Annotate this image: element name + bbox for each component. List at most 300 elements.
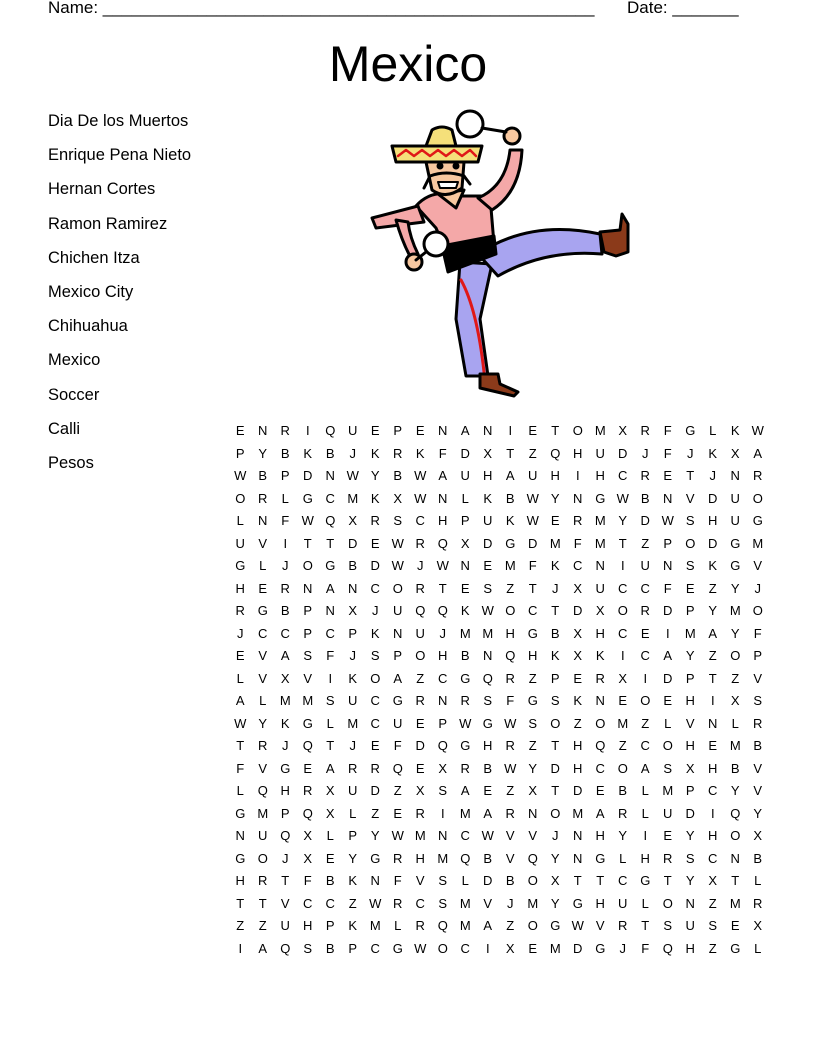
grid-letter[interactable]: X xyxy=(730,693,740,708)
grid-letter[interactable]: N xyxy=(708,715,718,731)
grid-letter[interactable]: V xyxy=(595,918,605,933)
grid-letter[interactable]: X xyxy=(573,625,583,641)
grid-letter[interactable]: P xyxy=(235,445,245,461)
grid-letter[interactable]: O xyxy=(302,558,313,573)
grid-letter[interactable]: J xyxy=(619,940,626,956)
grid-letter[interactable]: H xyxy=(595,468,605,483)
grid-letter[interactable]: F xyxy=(506,693,515,708)
grid-letter[interactable]: P xyxy=(280,468,290,483)
grid-letter[interactable]: J xyxy=(417,558,424,573)
grid-letter[interactable]: K xyxy=(370,490,380,506)
grid-letter[interactable]: D xyxy=(573,940,583,956)
grid-letter[interactable]: G xyxy=(595,490,606,506)
grid-letter[interactable]: S xyxy=(438,895,448,911)
grid-letter[interactable]: Y xyxy=(370,828,380,843)
grid-letter[interactable]: R xyxy=(303,783,313,798)
grid-letter[interactable]: H xyxy=(595,828,605,843)
grid-letter[interactable]: M xyxy=(527,895,539,911)
grid-letter[interactable]: T xyxy=(258,895,267,911)
grid-letter[interactable]: S xyxy=(550,693,560,708)
grid-letter[interactable]: O xyxy=(257,850,268,866)
grid-letter[interactable]: T xyxy=(326,535,335,551)
grid-letter[interactable]: P xyxy=(663,535,673,551)
grid-letter[interactable]: E xyxy=(235,648,245,663)
grid-letter[interactable]: C xyxy=(618,580,628,596)
grid-letter[interactable]: N xyxy=(438,693,448,708)
grid-letter[interactable]: I xyxy=(305,423,310,438)
grid-letter[interactable]: J xyxy=(282,738,289,753)
grid-letter[interactable]: W xyxy=(391,558,404,573)
grid-letter[interactable]: M xyxy=(414,828,426,843)
grid-letter[interactable]: O xyxy=(505,603,516,618)
grid-letter[interactable]: A xyxy=(483,918,493,933)
grid-letter[interactable]: L xyxy=(236,783,244,798)
grid-letter[interactable]: W xyxy=(459,715,472,731)
grid-letter[interactable]: K xyxy=(708,445,718,461)
grid-letter[interactable]: G xyxy=(235,850,246,866)
grid-letter[interactable]: Z xyxy=(528,738,537,753)
grid-letter[interactable]: R xyxy=(640,468,650,483)
grid-letter[interactable]: W xyxy=(751,423,764,438)
grid-letter[interactable]: H xyxy=(438,648,448,663)
grid-letter[interactable]: A xyxy=(325,760,335,776)
grid-letter[interactable]: X xyxy=(618,670,628,686)
grid-letter[interactable]: D xyxy=(573,783,583,798)
grid-letter[interactable]: N xyxy=(438,828,448,843)
grid-letter[interactable]: C xyxy=(708,783,718,798)
grid-letter[interactable]: X xyxy=(550,873,560,888)
grid-letter[interactable]: X xyxy=(348,603,358,618)
grid-letter[interactable]: N xyxy=(573,850,583,866)
grid-letter[interactable]: L xyxy=(259,558,267,573)
grid-letter[interactable]: L xyxy=(236,670,244,686)
grid-letter[interactable]: T xyxy=(281,873,290,888)
grid-letter[interactable]: E xyxy=(663,693,673,708)
grid-letter[interactable]: E xyxy=(685,580,695,596)
grid-letter[interactable]: V xyxy=(280,895,290,911)
grid-letter[interactable]: T xyxy=(708,670,717,686)
grid-letter[interactable]: R xyxy=(393,850,403,866)
grid-letter[interactable]: D xyxy=(708,490,718,506)
grid-letter[interactable]: H xyxy=(505,625,515,641)
grid-letter[interactable]: E xyxy=(393,805,403,821)
grid-letter[interactable]: C xyxy=(618,873,628,888)
grid-letter[interactable]: Z xyxy=(708,648,717,663)
grid-letter[interactable]: T xyxy=(573,873,582,888)
grid-letter[interactable]: S xyxy=(528,715,538,731)
grid-letter[interactable]: R xyxy=(415,693,425,708)
grid-letter[interactable]: B xyxy=(325,445,335,461)
grid-letter[interactable]: P xyxy=(348,625,358,641)
grid-letter[interactable]: T xyxy=(551,423,560,438)
grid-letter[interactable]: Y xyxy=(730,580,740,596)
grid-letter[interactable]: B xyxy=(280,445,290,461)
grid-letter[interactable]: N xyxy=(438,490,448,506)
grid-letter[interactable]: K xyxy=(550,648,560,663)
grid-letter[interactable]: Q xyxy=(460,850,471,866)
grid-letter[interactable]: P xyxy=(280,805,290,821)
grid-letter[interactable]: J xyxy=(237,625,244,641)
grid-letter[interactable]: J xyxy=(372,603,379,618)
grid-letter[interactable]: L xyxy=(754,940,762,956)
grid-letter[interactable]: B xyxy=(325,940,335,956)
grid-letter[interactable]: G xyxy=(640,873,651,888)
grid-letter[interactable]: U xyxy=(415,625,425,641)
grid-letter[interactable]: V xyxy=(753,783,763,798)
grid-letter[interactable]: G xyxy=(370,850,381,866)
grid-letter[interactable]: L xyxy=(326,715,334,731)
grid-letter[interactable]: B xyxy=(348,558,358,573)
grid-letter[interactable]: L xyxy=(461,873,469,888)
grid-letter[interactable]: U xyxy=(640,558,650,573)
grid-letter[interactable]: A xyxy=(258,940,268,956)
grid-letter[interactable]: D xyxy=(618,445,628,461)
grid-letter[interactable]: B xyxy=(753,738,763,753)
grid-letter[interactable]: V xyxy=(528,828,538,843)
grid-letter[interactable]: I xyxy=(643,828,648,843)
grid-letter[interactable]: H xyxy=(235,873,245,888)
grid-letter[interactable]: G xyxy=(550,918,561,933)
grid-letter[interactable]: Q xyxy=(662,940,673,956)
grid-letter[interactable]: T xyxy=(551,738,560,753)
grid-letter[interactable]: I xyxy=(665,625,670,641)
grid-letter[interactable]: P xyxy=(393,423,403,438)
grid-letter[interactable]: T xyxy=(551,783,560,798)
grid-letter[interactable]: Z xyxy=(708,940,717,956)
grid-letter[interactable]: V xyxy=(258,760,268,776)
grid-letter[interactable]: L xyxy=(281,490,289,506)
grid-letter[interactable]: K xyxy=(415,445,425,461)
grid-letter[interactable]: G xyxy=(325,558,336,573)
grid-letter[interactable]: G xyxy=(505,535,516,551)
grid-letter[interactable]: W xyxy=(346,468,359,483)
grid-letter[interactable]: I xyxy=(328,670,333,686)
grid-letter[interactable]: A xyxy=(505,468,515,483)
grid-letter[interactable]: N xyxy=(438,423,448,438)
grid-letter[interactable]: B xyxy=(325,873,335,888)
grid-letter[interactable]: X xyxy=(280,670,290,686)
grid-letter[interactable]: E xyxy=(640,625,650,641)
grid-letter[interactable]: C xyxy=(573,558,583,573)
grid-letter[interactable]: N xyxy=(325,468,335,483)
grid-letter[interactable]: W xyxy=(526,490,539,506)
grid-letter[interactable]: F xyxy=(573,535,582,551)
grid-letter[interactable]: R xyxy=(415,580,425,596)
name-field[interactable] xyxy=(48,0,594,19)
grid-letter[interactable]: E xyxy=(303,760,313,776)
grid-letter[interactable]: U xyxy=(730,513,740,528)
grid-letter[interactable]: A xyxy=(460,783,470,798)
grid-letter[interactable]: B xyxy=(393,468,403,483)
grid-letter[interactable]: N xyxy=(483,648,493,663)
grid-letter[interactable]: Z xyxy=(641,535,650,551)
grid-letter[interactable]: W xyxy=(571,918,584,933)
grid-letter[interactable]: L xyxy=(641,895,649,911)
grid-letter[interactable]: S xyxy=(438,873,448,888)
grid-letter[interactable]: I xyxy=(508,423,513,438)
grid-letter[interactable]: W xyxy=(436,558,449,573)
grid-letter[interactable]: K xyxy=(303,445,313,461)
grid-letter[interactable]: N xyxy=(595,558,605,573)
grid-letter[interactable]: V xyxy=(685,490,695,506)
grid-letter[interactable]: O xyxy=(617,603,628,618)
grid-letter[interactable]: P xyxy=(753,648,763,663)
grid-letter[interactable]: C xyxy=(325,490,335,506)
grid-letter[interactable]: H xyxy=(303,918,313,933)
grid-letter[interactable]: E xyxy=(730,918,740,933)
grid-letter[interactable]: M xyxy=(369,918,381,933)
grid-letter[interactable]: A xyxy=(280,648,290,663)
grid-letter[interactable]: E xyxy=(550,513,560,528)
grid-letter[interactable]: L xyxy=(259,693,267,708)
grid-letter[interactable]: R xyxy=(460,760,470,776)
grid-letter[interactable]: S xyxy=(483,693,493,708)
grid-letter[interactable]: C xyxy=(528,603,538,618)
grid-letter[interactable]: P xyxy=(348,828,358,843)
grid-letter[interactable]: G xyxy=(730,940,741,956)
grid-letter[interactable]: O xyxy=(730,828,741,843)
grid-letter[interactable]: H xyxy=(595,625,605,641)
grid-letter[interactable]: P xyxy=(325,918,335,933)
grid-letter[interactable]: U xyxy=(663,805,673,821)
grid-letter[interactable]: Y xyxy=(618,513,628,528)
grid-letter[interactable]: S xyxy=(685,513,695,528)
grid-letter[interactable]: Q xyxy=(302,738,313,753)
grid-letter[interactable]: C xyxy=(618,468,628,483)
grid-letter[interactable]: O xyxy=(617,760,628,776)
grid-letter[interactable]: K xyxy=(348,670,358,686)
grid-letter[interactable]: K xyxy=(730,423,740,438)
grid-letter[interactable]: U xyxy=(393,715,403,731)
grid-letter[interactable]: M xyxy=(459,895,471,911)
grid-letter[interactable]: I xyxy=(575,468,580,483)
grid-letter[interactable]: Z xyxy=(506,918,515,933)
grid-letter[interactable]: H xyxy=(573,738,583,753)
grid-letter[interactable]: Q xyxy=(325,513,336,528)
grid-letter[interactable]: J xyxy=(349,648,356,663)
grid-letter[interactable]: R xyxy=(505,805,515,821)
grid-letter[interactable]: G xyxy=(527,625,538,641)
grid-letter[interactable]: X xyxy=(438,760,448,776)
grid-letter[interactable]: Z xyxy=(618,738,627,753)
grid-letter[interactable]: K xyxy=(483,490,493,506)
grid-letter[interactable]: C xyxy=(280,625,290,641)
grid-letter[interactable]: D xyxy=(708,535,718,551)
grid-letter[interactable]: V xyxy=(483,895,493,911)
grid-letter[interactable]: A xyxy=(460,423,470,438)
grid-letter[interactable]: Z xyxy=(528,445,537,461)
grid-letter[interactable]: O xyxy=(550,715,561,731)
grid-letter[interactable]: F xyxy=(528,558,537,573)
grid-letter[interactable]: I xyxy=(710,693,715,708)
grid-letter[interactable]: V xyxy=(303,670,313,686)
grid-letter[interactable]: Z xyxy=(393,783,402,798)
grid-letter[interactable]: E xyxy=(235,423,245,438)
grid-letter[interactable]: C xyxy=(415,513,425,528)
grid-letter[interactable]: K xyxy=(460,603,470,618)
grid-letter[interactable]: I xyxy=(620,558,625,573)
grid-letter[interactable]: X xyxy=(573,648,583,663)
grid-letter[interactable]: R xyxy=(595,670,605,686)
grid-letter[interactable]: R xyxy=(258,738,268,753)
grid-letter[interactable]: Z xyxy=(708,580,717,596)
grid-letter[interactable]: R xyxy=(348,760,358,776)
grid-letter[interactable]: C xyxy=(640,580,650,596)
grid-letter[interactable]: N xyxy=(685,895,695,911)
grid-letter[interactable]: Y xyxy=(348,850,358,866)
grid-letter[interactable]: H xyxy=(483,738,493,753)
grid-letter[interactable]: C xyxy=(325,625,335,641)
date-field[interactable] xyxy=(627,0,739,19)
grid-letter[interactable]: J xyxy=(754,580,761,596)
grid-letter[interactable]: O xyxy=(640,693,651,708)
grid-letter[interactable]: M xyxy=(662,783,674,798)
grid-letter[interactable]: B xyxy=(258,468,268,483)
grid-letter[interactable]: X xyxy=(708,873,718,888)
grid-letter[interactable]: M xyxy=(302,693,314,708)
grid-letter[interactable]: Y xyxy=(753,805,763,821)
grid-letter[interactable]: R xyxy=(393,895,403,911)
grid-letter[interactable]: N xyxy=(235,828,245,843)
grid-letter[interactable]: M xyxy=(347,715,359,731)
grid-letter[interactable]: V xyxy=(415,873,425,888)
grid-letter[interactable]: Z xyxy=(348,895,357,911)
grid-letter[interactable]: N xyxy=(730,468,740,483)
grid-letter[interactable]: T xyxy=(506,445,515,461)
grid-letter[interactable]: W xyxy=(391,535,404,551)
grid-letter[interactable]: F xyxy=(753,625,762,641)
grid-letter[interactable]: O xyxy=(370,670,381,686)
grid-letter[interactable]: R xyxy=(505,670,515,686)
grid-letter[interactable]: J xyxy=(687,445,694,461)
grid-letter[interactable]: C xyxy=(325,895,335,911)
grid-letter[interactable]: F xyxy=(438,445,447,461)
grid-letter[interactable]: H xyxy=(528,648,538,663)
grid-letter[interactable]: I xyxy=(283,535,288,551)
grid-letter[interactable]: C xyxy=(258,625,268,641)
grid-letter[interactable]: A xyxy=(595,805,605,821)
grid-letter[interactable]: Z xyxy=(236,918,245,933)
grid-letter[interactable]: B xyxy=(280,603,290,618)
grid-letter[interactable]: R xyxy=(618,805,628,821)
grid-letter[interactable]: A xyxy=(438,468,448,483)
grid-letter[interactable]: K xyxy=(370,625,380,641)
grid-letter[interactable]: W xyxy=(301,513,314,528)
grid-letter[interactable]: R xyxy=(370,760,380,776)
grid-letter[interactable]: K xyxy=(348,873,358,888)
grid-letter[interactable]: Z xyxy=(506,580,515,596)
grid-letter[interactable]: C xyxy=(595,760,605,776)
grid-letter[interactable]: G xyxy=(235,805,246,821)
grid-letter[interactable]: H xyxy=(573,445,583,461)
grid-letter[interactable]: H xyxy=(483,468,493,483)
grid-letter[interactable]: M xyxy=(684,625,696,641)
grid-letter[interactable]: K xyxy=(280,715,290,731)
grid-letter[interactable]: Z xyxy=(371,805,380,821)
grid-letter[interactable]: Q xyxy=(437,603,448,618)
grid-letter[interactable]: R xyxy=(258,490,268,506)
grid-letter[interactable]: C xyxy=(415,895,425,911)
grid-letter[interactable]: M xyxy=(752,535,764,551)
grid-letter[interactable]: W xyxy=(414,940,427,956)
grid-letter[interactable]: C xyxy=(370,940,380,956)
grid-letter[interactable]: T xyxy=(326,738,335,753)
grid-letter[interactable]: O xyxy=(437,940,448,956)
grid-letter[interactable]: T xyxy=(596,873,605,888)
grid-letter[interactable]: F xyxy=(236,760,245,776)
grid-letter[interactable]: Q xyxy=(437,535,448,551)
grid-letter[interactable]: J xyxy=(439,625,446,641)
grid-letter[interactable]: H xyxy=(595,895,605,911)
grid-letter[interactable]: H xyxy=(235,580,245,596)
grid-letter[interactable]: R xyxy=(618,918,628,933)
grid-letter[interactable]: T xyxy=(551,603,560,618)
grid-letter[interactable]: U xyxy=(730,490,740,506)
grid-letter[interactable]: S xyxy=(303,940,313,956)
grid-letter[interactable]: R xyxy=(640,423,650,438)
grid-letter[interactable]: M xyxy=(482,625,494,641)
grid-letter[interactable]: H xyxy=(708,513,718,528)
grid-letter[interactable]: J xyxy=(709,468,716,483)
grid-letter[interactable]: Q xyxy=(437,738,448,753)
grid-letter[interactable]: L xyxy=(326,828,334,843)
grid-letter[interactable]: A xyxy=(663,648,673,663)
grid-letter[interactable]: X xyxy=(325,783,335,798)
grid-letter[interactable]: E xyxy=(415,423,425,438)
grid-letter[interactable]: M xyxy=(572,805,584,821)
grid-letter[interactable]: M xyxy=(594,423,606,438)
grid-letter[interactable]: O xyxy=(595,715,606,731)
grid-letter[interactable]: W xyxy=(414,490,427,506)
grid-letter[interactable]: Z xyxy=(573,715,582,731)
grid-letter[interactable]: N xyxy=(595,693,605,708)
grid-letter[interactable]: X xyxy=(505,940,515,956)
grid-letter[interactable]: B xyxy=(550,625,560,641)
grid-letter[interactable]: N xyxy=(483,423,493,438)
grid-letter[interactable]: X xyxy=(595,603,605,618)
grid-letter[interactable]: W xyxy=(504,760,517,776)
grid-letter[interactable]: Q xyxy=(550,445,561,461)
grid-letter[interactable]: B xyxy=(505,490,515,506)
grid-letter[interactable]: R xyxy=(663,850,673,866)
grid-letter[interactable]: O xyxy=(235,490,246,506)
grid-letter[interactable]: G xyxy=(595,850,606,866)
grid-letter[interactable]: R xyxy=(415,918,425,933)
grid-letter[interactable]: R xyxy=(753,468,763,483)
grid-letter[interactable]: W xyxy=(391,828,404,843)
grid-letter[interactable]: U xyxy=(393,603,403,618)
grid-letter[interactable]: B xyxy=(730,760,740,776)
grid-letter[interactable]: R xyxy=(415,805,425,821)
grid-letter[interactable]: D xyxy=(528,535,538,551)
grid-letter[interactable]: O xyxy=(730,648,741,663)
grid-letter[interactable]: R xyxy=(753,715,763,731)
grid-letter[interactable]: S xyxy=(753,693,763,708)
grid-letter[interactable]: K xyxy=(505,513,515,528)
grid-letter[interactable]: Q xyxy=(527,850,538,866)
grid-letter[interactable]: M xyxy=(437,850,449,866)
grid-letter[interactable]: D xyxy=(685,805,695,821)
grid-letter[interactable]: Y xyxy=(685,648,695,663)
grid-letter[interactable]: P xyxy=(303,603,313,618)
grid-letter[interactable]: N xyxy=(303,580,313,596)
grid-letter[interactable]: R xyxy=(280,580,290,596)
grid-letter[interactable]: I xyxy=(238,940,243,956)
grid-letter[interactable]: E xyxy=(663,468,673,483)
grid-letter[interactable]: C xyxy=(460,828,470,843)
grid-letter[interactable]: J xyxy=(642,445,649,461)
grid-letter[interactable]: C xyxy=(438,670,448,686)
